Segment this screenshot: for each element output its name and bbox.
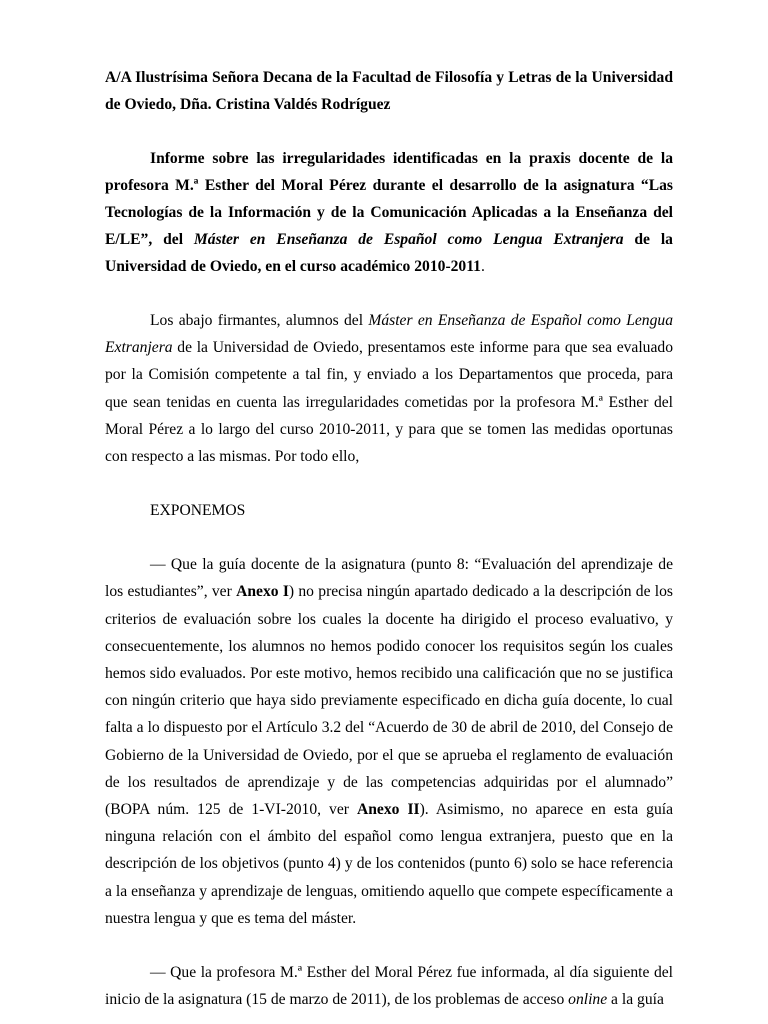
point-2-paragraph (105, 959, 673, 1013)
annex-2-ref: Anexo II (357, 801, 420, 819)
report-title-part2: de la Universidad de Oviedo, en el curso académico 2010-2011 (105, 231, 673, 275)
annex-1-ref: Anexo I (236, 583, 289, 601)
exponemos-text: EXPONEMOS (150, 502, 246, 520)
point1-part3: ). Asimismo, no aparece en esta guía ninguna relación con el ámbito del español como lengua extranjera, puesto que en la descripción de los objetivos (punto 4) y de los contenidos (punto 6) solo se hace referencia a la enseñanza y aprendizaje de lenguas, omitiendo aquello que compete específicamente a nuestra lengua y que es tema del máster. (105, 801, 673, 927)
point-1-paragraph (105, 551, 673, 932)
intro-master-name: Máster en Enseñanza de Español como Lengua Extranjera (105, 312, 673, 357)
report-title (105, 145, 673, 280)
point1-part2: ) no precisa ningún apartado dedicado a la descripción de los criterios de evaluación sobre los cuales la docente ha dirigido el proceso evaluativo, y consecuentemente, los alumnos no hemos podido conocer los requisitos según los cuales hemos sido evaluados. Por este motivo, hemos recibido una calificación que no se justifica con ningún criterio que haya sido previamente especificado en dicha guía docente, lo cual falta a lo dispuesto por el Artículo 3.2 del “Acuerdo de 30 de abril de 2010, del Consejo de Gobierno de la Universidad de Oviedo, por el que se aprueba el reglamento de evaluación de los resultados de aprendizaje y de las competencias adquiridas por el alumnado” (BOPA núm. 125 de 1-VI-2010, ver (105, 583, 673, 819)
report-title-part1: Informe sobre las irregularidades identificadas en la praxis docente de la profesora M.ª Esther del Moral Pérez durante el desarrollo de la asignatura “Las Tecnologías de la Información y de la Comunicación Aplicadas a la Enseñanza del E/LE”, del (105, 150, 673, 248)
report-title-end: . (480, 258, 485, 275)
intro-part1: Los abajo firmantes, alumnos del (150, 312, 369, 329)
point1-part1: — Que la guía docente de la asignatura (punto 8: “Evaluación del aprendizaje de los estudiantes”, ver (105, 556, 673, 601)
report-title-master-name: Máster en Enseñanza de Español como Lengua Extranjera (193, 231, 624, 248)
point2-online: online (568, 991, 608, 1009)
intro-paragraph (105, 307, 673, 470)
exponemos-heading (105, 497, 673, 524)
addressee (105, 64, 673, 118)
intro-part2: de la Universidad de Oviedo, presentamos este informe para que sea evaluado por la Comisión competente a tal fin, y enviado a los Departamentos que proceda, para que sean tenidas en cuenta las irregularidades cometidas por la profesora M.ª Esther del Moral Pérez a lo largo del curso 2010-2011, y para que se tomen las medidas oportunas con respecto a las mismas. Por todo ello, (105, 339, 673, 466)
point2-part2: a la guía (607, 991, 664, 1009)
addressee-text: A/A Ilustrísima Señora Decana de la Facultad de Filosofía y Letras de la Universidad de Oviedo, Dña. Cristina Valdés Rodríguez (105, 69, 673, 113)
point2-part1: — Que la profesora M.ª Esther del Moral Pérez fue informada, al día siguiente del inicio de la asignatura (15 de marzo de 2011), de los problemas de acceso (105, 964, 673, 1009)
